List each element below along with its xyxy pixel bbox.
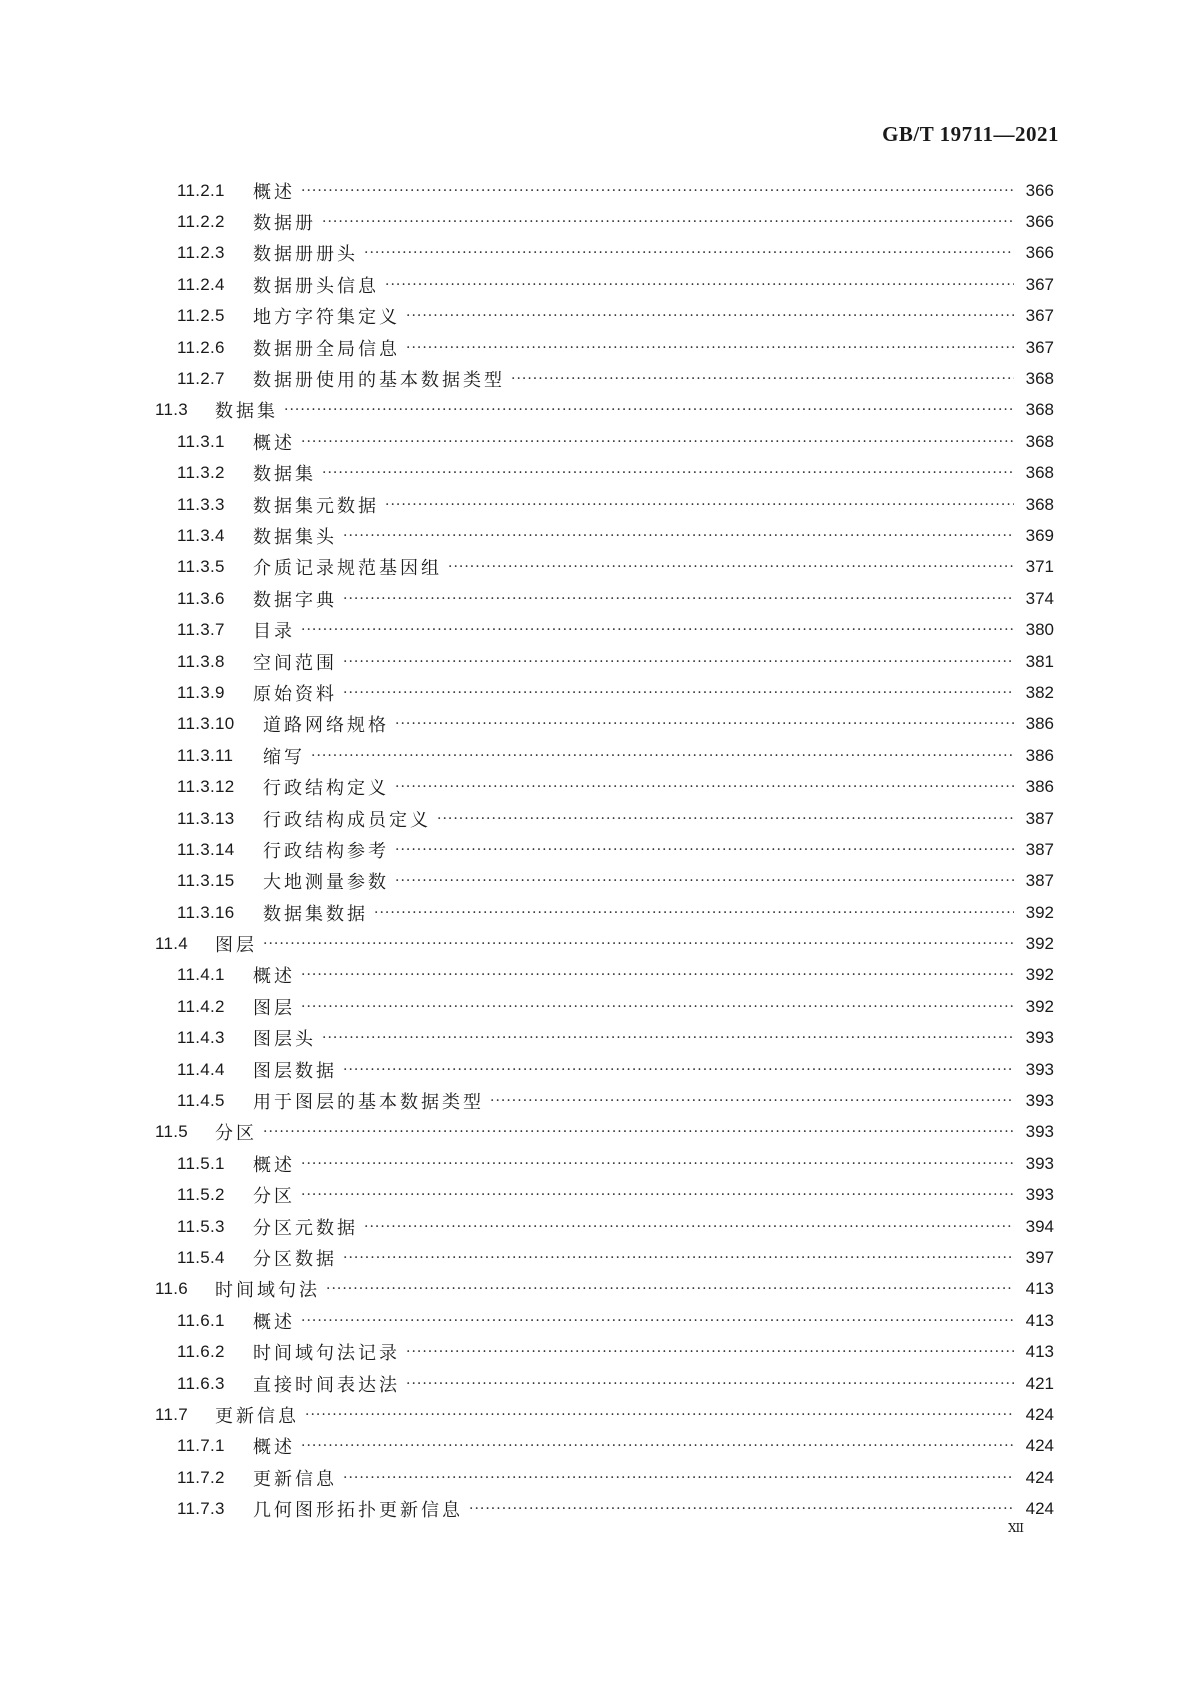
toc-entry[interactable] <box>155 332 1054 363</box>
toc-leader-dots <box>406 308 1014 324</box>
toc-leader-dots <box>395 842 1014 858</box>
toc-entry-number: 11.2.7 <box>177 369 225 389</box>
toc-entry-number: 11.2.1 <box>177 180 225 200</box>
toc-leader-dots <box>301 1187 1014 1203</box>
toc-entry-title: 数据册 <box>253 213 316 235</box>
toc-entry[interactable] <box>155 1368 1054 1399</box>
toc-entry-page: 366 <box>1025 212 1054 232</box>
toc-leader-dots <box>374 905 1014 921</box>
toc-entry-page: 368 <box>1025 400 1054 420</box>
toc-leader-dots <box>490 1093 1014 1109</box>
toc-entry-title: 数据集 <box>253 464 316 486</box>
toc-entry-number: 11.2.2 <box>177 212 225 232</box>
toc-leader-dots <box>322 214 1014 230</box>
toc-entry-page: 374 <box>1025 588 1054 608</box>
toc-leader-dots <box>395 873 1014 889</box>
toc-entry[interactable] <box>155 489 1054 520</box>
toc-entry[interactable] <box>155 458 1054 489</box>
toc-entry-page: 413 <box>1025 1310 1054 1330</box>
toc-entry-number: 11.5 <box>155 1122 189 1142</box>
toc-entry-page: 413 <box>1025 1279 1054 1299</box>
toc-entry-number: 11.3.14 <box>177 839 235 859</box>
toc-entry-title: 分区元数据 <box>253 1217 358 1239</box>
toc-entry-title: 行政结构参考 <box>263 840 389 862</box>
toc-leader-dots <box>343 685 1014 701</box>
toc-leader-dots <box>406 1344 1014 1360</box>
toc-entry[interactable] <box>155 1117 1054 1148</box>
toc-entry-page: 421 <box>1025 1373 1054 1393</box>
toc-entry[interactable] <box>155 866 1054 897</box>
toc-entry-number: 11.4.2 <box>177 996 225 1016</box>
toc-entry-page: 393 <box>1025 1028 1054 1048</box>
toc-entry[interactable] <box>155 1148 1054 1179</box>
toc-entry[interactable] <box>155 960 1054 991</box>
toc-entry-title: 直接时间表达法 <box>253 1374 400 1396</box>
toc-entry[interactable] <box>155 928 1054 959</box>
toc-entry-number: 11.6.2 <box>177 1342 225 1362</box>
toc-entry-number: 11.7.3 <box>177 1499 225 1519</box>
toc-leader-dots <box>305 1407 1014 1423</box>
toc-entry-page: 386 <box>1025 745 1054 765</box>
toc-entry-title: 概述 <box>253 1311 295 1333</box>
toc-leader-dots <box>406 340 1014 356</box>
toc-entry[interactable] <box>155 740 1054 771</box>
toc-entry-page: 366 <box>1025 180 1054 200</box>
toc-entry-title: 概述 <box>253 1437 295 1459</box>
toc-entry-title: 概述 <box>253 966 295 988</box>
toc-entry-title: 数据集元数据 <box>253 495 379 517</box>
toc-entry[interactable] <box>155 1336 1054 1367</box>
toc-entry-title: 数据册全局信息 <box>253 338 400 360</box>
toc-entry-number: 11.7.2 <box>177 1467 225 1487</box>
toc-entry[interactable] <box>155 363 1054 394</box>
toc-entry-page: 367 <box>1025 306 1054 326</box>
toc-entry-page: 424 <box>1025 1467 1054 1487</box>
toc-entry-title: 数据集头 <box>253 526 337 548</box>
toc-entry-title: 几何图形拓扑更新信息 <box>253 1500 463 1522</box>
toc-entry-page: 394 <box>1025 1216 1054 1236</box>
toc-entry[interactable] <box>155 1493 1054 1524</box>
toc-leader-dots <box>395 716 1014 732</box>
toc-entry-title: 数据字典 <box>253 589 337 611</box>
toc-entry-title: 概述 <box>253 1154 295 1176</box>
toc-entry-page: 366 <box>1025 243 1054 263</box>
toc-entry-page: 387 <box>1025 871 1054 891</box>
toc-entry-page: 424 <box>1025 1436 1054 1456</box>
toc-leader-dots <box>301 1438 1014 1454</box>
toc-entry-page: 367 <box>1025 274 1054 294</box>
toc-entry-title: 行政结构定义 <box>263 778 389 800</box>
toc-entry-number: 11.3.9 <box>177 682 225 702</box>
toc-entry-title: 更新信息 <box>215 1405 299 1427</box>
toc-leader-dots <box>301 1156 1014 1172</box>
toc-entry-page: 387 <box>1025 839 1054 859</box>
toc-entry-number: 11.7.1 <box>177 1436 225 1456</box>
toc-entry-number: 11.4.4 <box>177 1059 225 1079</box>
toc-leader-dots <box>469 1501 1014 1517</box>
toc-entry-number: 11.3.3 <box>177 494 225 514</box>
toc-leader-dots <box>385 497 1014 513</box>
toc-entry[interactable] <box>155 1274 1054 1305</box>
toc-entry-title: 概述 <box>253 181 295 203</box>
toc-entry[interactable] <box>155 677 1054 708</box>
toc-entry[interactable] <box>155 552 1054 583</box>
toc-leader-dots <box>301 434 1014 450</box>
toc-entry-title: 地方字符集定义 <box>253 307 400 329</box>
toc-entry-number: 11.6.3 <box>177 1373 225 1393</box>
toc-leader-dots <box>437 811 1014 827</box>
toc-entry-page: 369 <box>1025 525 1054 545</box>
toc-entry-title: 原始资料 <box>253 683 337 705</box>
toc-leader-dots <box>301 1313 1014 1329</box>
toc-entry-page: 368 <box>1025 369 1054 389</box>
toc-leader-dots <box>511 371 1014 387</box>
toc-entry-number: 11.3 <box>155 400 189 420</box>
toc-entry-number: 11.5.2 <box>177 1185 225 1205</box>
toc-entry[interactable] <box>155 1180 1054 1211</box>
toc-entry-number: 11.3.13 <box>177 808 235 828</box>
toc-leader-dots <box>364 245 1014 261</box>
toc-entry-title: 数据集数据 <box>263 903 368 925</box>
toc-entry-number: 11.3.8 <box>177 651 225 671</box>
toc-entry-number: 11.3.6 <box>177 588 225 608</box>
toc-entry-number: 11.2.6 <box>177 337 225 357</box>
toc-entry-page: 371 <box>1025 557 1054 577</box>
toc-entry[interactable] <box>155 301 1054 332</box>
toc-entry[interactable] <box>155 1431 1054 1462</box>
toc-entry-title: 缩写 <box>263 746 305 768</box>
toc-entry[interactable] <box>155 1242 1054 1273</box>
toc-entry-page: 367 <box>1025 337 1054 357</box>
toc-entry-title: 时间域句法记录 <box>253 1343 400 1365</box>
toc-entry-page: 386 <box>1025 714 1054 734</box>
toc-entry-page: 386 <box>1025 777 1054 797</box>
toc-entry-page: 382 <box>1025 682 1054 702</box>
toc-entry-title: 分区 <box>253 1186 295 1208</box>
toc-entry-title: 目录 <box>253 621 295 643</box>
toc-entry-page: 393 <box>1025 1091 1054 1111</box>
toc-entry-number: 11.2.4 <box>177 274 225 294</box>
toc-entry-page: 392 <box>1025 965 1054 985</box>
toc-leader-dots <box>343 1470 1014 1486</box>
toc-entry-number: 11.2.3 <box>177 243 225 263</box>
toc-entry-title: 更新信息 <box>253 1468 337 1490</box>
toc-leader-dots <box>364 1219 1014 1235</box>
toc-entry[interactable] <box>155 897 1054 928</box>
toc-entry-title: 数据册册头 <box>253 244 358 266</box>
toc-entry-title: 分区 <box>215 1123 257 1145</box>
toc-entry[interactable] <box>155 1211 1054 1242</box>
toc-entry[interactable] <box>155 1085 1054 1116</box>
standard-code-header: GB/T 19711—2021 <box>882 122 1059 146</box>
toc-leader-dots <box>301 622 1014 638</box>
toc-leader-dots <box>322 1030 1014 1046</box>
toc-entry-page: 387 <box>1025 808 1054 828</box>
toc-entry-number: 11.3.10 <box>177 714 235 734</box>
toc-entry[interactable] <box>155 1399 1054 1430</box>
toc-entry[interactable] <box>155 646 1054 677</box>
toc-entry-page: 393 <box>1025 1122 1054 1142</box>
toc-leader-dots <box>448 559 1014 575</box>
toc-entry-number: 11.5.4 <box>177 1247 225 1267</box>
toc-leader-dots <box>343 591 1014 607</box>
toc-leader-dots <box>385 277 1014 293</box>
toc-entry-number: 11.3.4 <box>177 525 225 545</box>
toc-entry-title: 道路网络规格 <box>263 715 389 737</box>
toc-entry-number: 11.6 <box>155 1279 189 1299</box>
toc-leader-dots <box>322 465 1014 481</box>
toc-entry-page: 393 <box>1025 1059 1054 1079</box>
toc-entry[interactable] <box>155 175 1054 206</box>
toc-entry[interactable] <box>155 834 1054 865</box>
toc-entry-title: 时间域句法 <box>215 1280 320 1302</box>
toc-leader-dots <box>301 967 1014 983</box>
toc-entry-page: 368 <box>1025 494 1054 514</box>
toc-entry-number: 11.3.5 <box>177 557 225 577</box>
toc-entry-page: 380 <box>1025 620 1054 640</box>
toc-entry-title: 用于图层的基本数据类型 <box>253 1092 484 1114</box>
toc-entry[interactable] <box>155 395 1054 426</box>
toc-entry-number: 11.3.16 <box>177 902 235 922</box>
toc-entry[interactable] <box>155 1462 1054 1493</box>
toc-entry-number: 11.4.3 <box>177 1028 225 1048</box>
toc-entry[interactable] <box>155 206 1054 237</box>
toc-entry-page: 381 <box>1025 651 1054 671</box>
toc-entry[interactable] <box>155 614 1054 645</box>
toc-entry-page: 397 <box>1025 1247 1054 1267</box>
toc-entry-page: 392 <box>1025 934 1054 954</box>
toc-entry-number: 11.3.1 <box>177 431 225 451</box>
toc-entry-number: 11.3.12 <box>177 777 235 797</box>
toc-entry-title: 空间范围 <box>253 652 337 674</box>
toc-leader-dots <box>343 1062 1014 1078</box>
toc-leader-dots <box>284 402 1014 418</box>
toc-entry-number: 11.7 <box>155 1404 189 1424</box>
toc-entry-title: 大地测量参数 <box>263 872 389 894</box>
toc-leader-dots <box>301 999 1014 1015</box>
toc-entry-page: 392 <box>1025 902 1054 922</box>
toc-entry[interactable] <box>155 426 1054 457</box>
toc-entry-page: 392 <box>1025 996 1054 1016</box>
toc-entry-number: 11.5.3 <box>177 1216 225 1236</box>
toc-entry[interactable] <box>155 1305 1054 1336</box>
toc-entry-title: 数据册使用的基本数据类型 <box>253 370 505 392</box>
toc-entry-title: 介质记录规范基因组 <box>253 558 442 580</box>
toc-entry-number: 11.3.2 <box>177 463 225 483</box>
toc-entry-number: 11.6.1 <box>177 1310 225 1330</box>
toc-entry-title: 行政结构成员定义 <box>263 809 431 831</box>
toc-entry-page: 368 <box>1025 431 1054 451</box>
toc-entry-page: 368 <box>1025 463 1054 483</box>
toc-entry-number: 11.4.1 <box>177 965 225 985</box>
toc-entry-page: 413 <box>1025 1342 1054 1362</box>
toc-entry-title: 图层数据 <box>253 1060 337 1082</box>
toc-entry-number: 11.3.11 <box>177 745 234 765</box>
toc-entry-number: 11.5.1 <box>177 1153 225 1173</box>
toc-entry[interactable] <box>155 991 1054 1022</box>
toc-entry-page: 393 <box>1025 1153 1054 1173</box>
toc-entry-number: 11.4.5 <box>177 1091 225 1111</box>
toc-entry-number: 11.4 <box>155 934 189 954</box>
toc-entry[interactable] <box>155 520 1054 551</box>
toc-entry-number: 11.2.5 <box>177 306 225 326</box>
toc-leader-dots <box>263 936 1014 952</box>
toc-entry[interactable] <box>155 238 1054 269</box>
toc-entry-number: 11.3.15 <box>177 871 235 891</box>
toc-leader-dots <box>343 1250 1014 1266</box>
toc-entry[interactable] <box>155 583 1054 614</box>
toc-entry-page: 424 <box>1025 1499 1054 1519</box>
toc-entry-title: 数据集 <box>215 401 278 423</box>
toc-leader-dots <box>326 1281 1014 1297</box>
toc-leader-dots <box>311 748 1014 764</box>
page-number: XII <box>1008 1521 1024 1535</box>
toc-entry[interactable] <box>155 269 1054 300</box>
toc-entry[interactable] <box>155 709 1054 740</box>
toc-leader-dots <box>343 654 1014 670</box>
toc-entry[interactable] <box>155 803 1054 834</box>
toc-entry-title: 概述 <box>253 432 295 454</box>
toc-entry-title: 图层 <box>253 997 295 1019</box>
toc-entry-title: 图层 <box>215 935 257 957</box>
table-of-contents <box>155 175 1054 1525</box>
toc-entry[interactable] <box>155 771 1054 802</box>
toc-leader-dots <box>263 1124 1014 1140</box>
toc-entry[interactable] <box>155 1054 1054 1085</box>
toc-entry-page: 393 <box>1025 1185 1054 1205</box>
toc-leader-dots <box>301 183 1014 199</box>
toc-leader-dots <box>395 779 1014 795</box>
toc-entry[interactable] <box>155 1023 1054 1054</box>
toc-entry-title: 图层头 <box>253 1029 316 1051</box>
toc-entry-title: 数据册头信息 <box>253 275 379 297</box>
toc-entry-page: 424 <box>1025 1404 1054 1424</box>
toc-leader-dots <box>343 528 1014 544</box>
toc-entry-title: 分区数据 <box>253 1248 337 1270</box>
toc-leader-dots <box>406 1376 1014 1392</box>
toc-entry-number: 11.3.7 <box>177 620 225 640</box>
